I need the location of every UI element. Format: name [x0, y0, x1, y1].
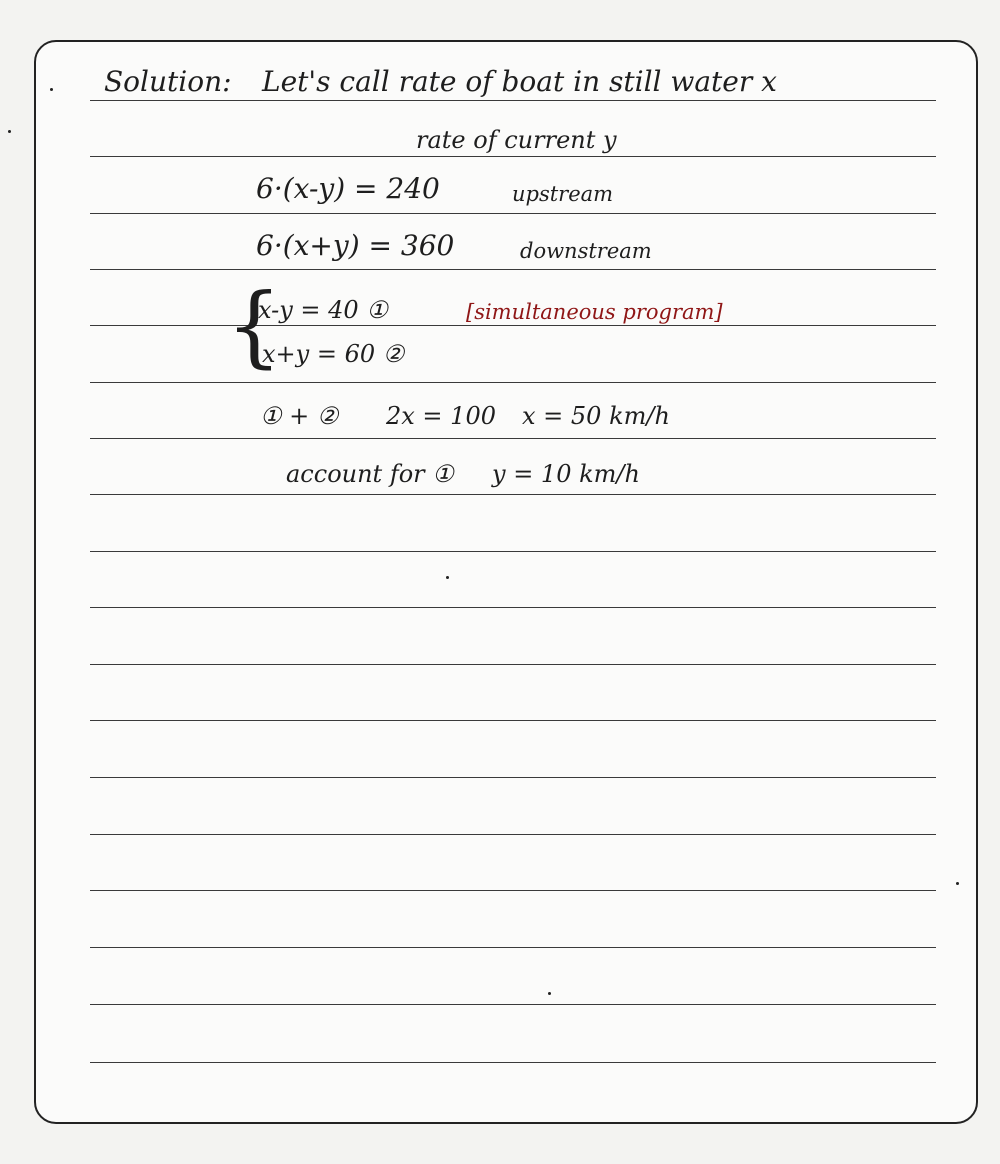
solution-label: Solution: [104, 65, 232, 98]
ruled-line [90, 100, 936, 101]
step-add-label: ① + ② [260, 402, 339, 430]
system-equation-1: x-y = 40 ① [258, 296, 388, 324]
ruled-line [90, 777, 936, 778]
simultaneous-annotation: [simultaneous program] [466, 300, 723, 324]
ruled-line [90, 269, 936, 270]
paper-speck [446, 576, 449, 579]
definition-line-x: Let's call rate of boat in still water x [262, 65, 777, 98]
ruled-line [90, 1004, 936, 1005]
equation-upstream: 6·(x-y) = 240 [256, 172, 440, 205]
upstream-note: upstream [512, 182, 614, 206]
step-add-result: x = 50 km/h [522, 402, 670, 430]
ruled-line [90, 382, 936, 383]
ruled-line [90, 834, 936, 835]
ruled-line [90, 213, 936, 214]
ruled-line [90, 720, 936, 721]
downstream-note: downstream [520, 239, 652, 263]
ruled-line [90, 438, 936, 439]
step-add-equation: 2x = 100 [386, 402, 496, 430]
ruled-line [90, 607, 936, 608]
equation-downstream: 6·(x+y) = 360 [256, 229, 455, 262]
ruled-line [90, 1062, 936, 1063]
definition-line-y: rate of current y [416, 126, 617, 154]
paper-speck [50, 88, 53, 91]
ruled-line [90, 156, 936, 157]
system-equation-2: x+y = 60 ② [262, 340, 405, 368]
paper-speck [548, 992, 551, 995]
paper-speck [956, 882, 959, 885]
notebook-page [34, 40, 978, 1124]
step-substitute-label: account for ① [286, 460, 454, 488]
ruled-line [90, 494, 936, 495]
ruled-line [90, 947, 936, 948]
step-substitute-result: y = 10 km/h [492, 460, 640, 488]
ruled-line [90, 325, 936, 326]
paper-speck [8, 130, 11, 133]
ruled-line [90, 664, 936, 665]
ruled-line [90, 890, 936, 891]
ruled-line [90, 551, 936, 552]
system-brace-icon: { [226, 274, 282, 377]
